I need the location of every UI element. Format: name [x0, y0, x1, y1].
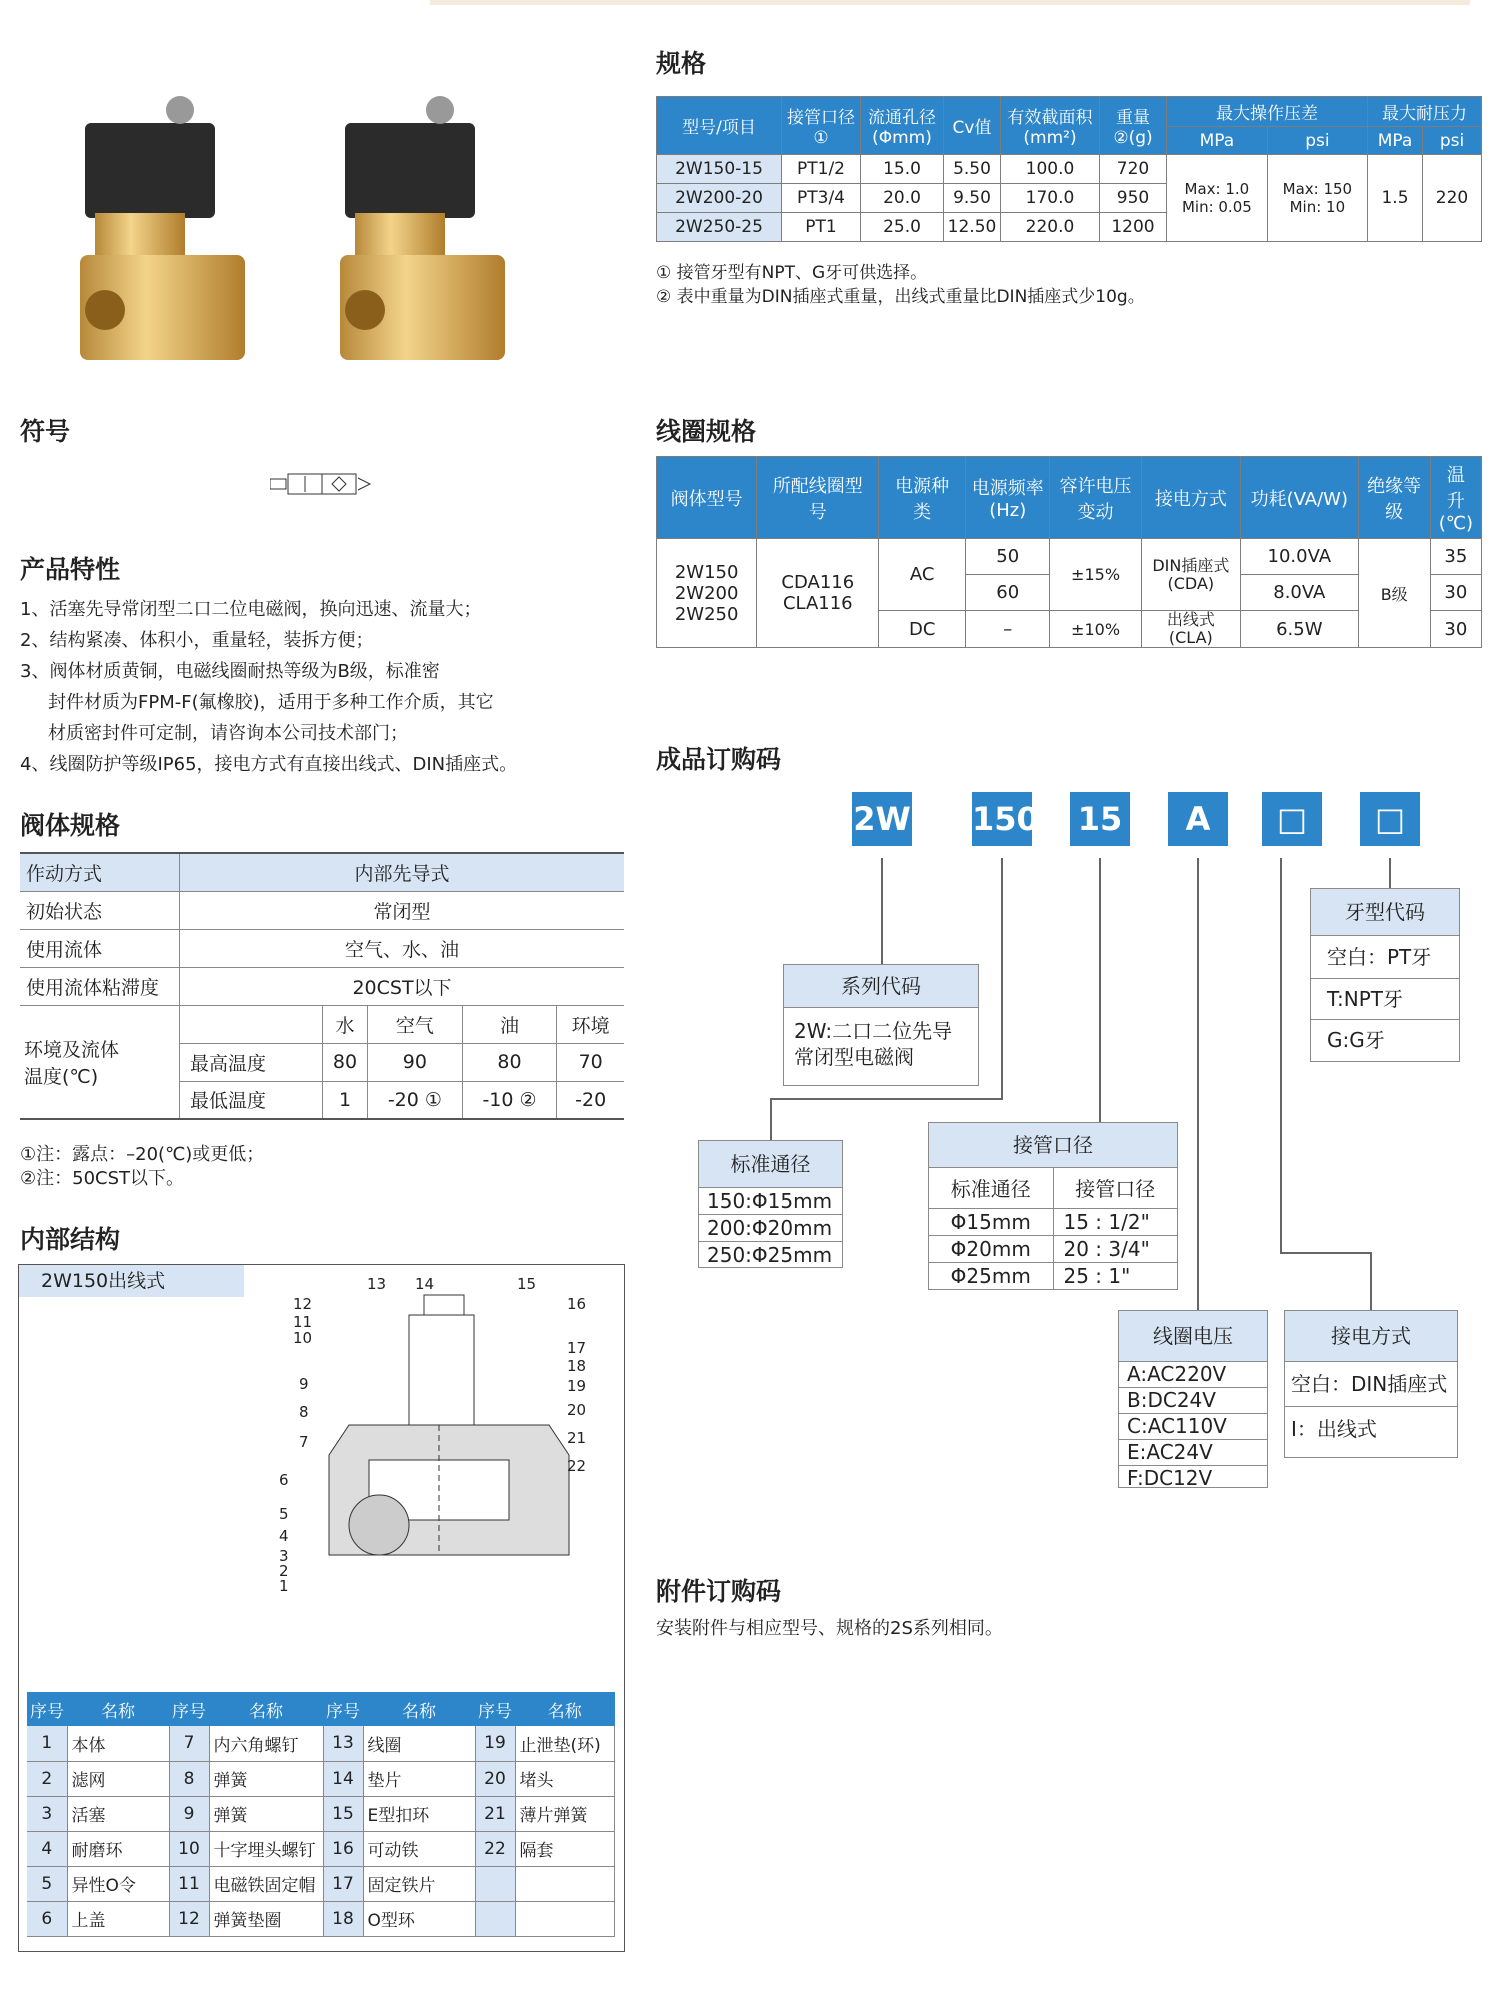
- specs-h-maxp: 最大耐压力: [1368, 97, 1482, 127]
- structure-panel: [18, 1264, 625, 1952]
- part-name: 堵头: [515, 1761, 615, 1796]
- parts-row: [27, 1866, 615, 1901]
- specs-h-cv: Cv值: [944, 97, 1001, 155]
- part-number: 10: [169, 1831, 209, 1866]
- connector: [770, 1098, 1003, 1100]
- code-port: 15: [1070, 792, 1130, 846]
- parts-row: [27, 1796, 615, 1831]
- connector: [770, 1098, 772, 1140]
- features-list: [20, 594, 517, 780]
- feature-item: 3、阀体材质黄铜，电磁线圈耐热等级为B级，标准密: [20, 661, 440, 682]
- structure-title: 内部结构: [20, 1225, 121, 1254]
- specs-h-mpa2: MPa: [1368, 127, 1423, 155]
- specs-table: [656, 96, 1482, 242]
- part-number: 14: [323, 1761, 363, 1796]
- feature-item: 2、结构紧凑、体积小，重量轻，装拆方便；: [20, 630, 374, 651]
- part-number: 13: [323, 1726, 363, 1761]
- part-name: 固定铁片: [363, 1866, 475, 1901]
- part-number: 1: [27, 1726, 67, 1761]
- specs-note-2: ② 表中重量为DIN插座式重量，出线式重量比DIN插座式少10g。: [656, 287, 1145, 307]
- accessory-title: 附件订购码: [656, 1577, 782, 1606]
- specs-title: 规格: [656, 49, 707, 78]
- coil-conn: DIN插座式 (CDA): [1141, 539, 1240, 611]
- connector: [881, 858, 883, 964]
- specs-h-area: 有效截面积(mm²): [1001, 97, 1100, 155]
- part-name: 异性O令: [67, 1866, 169, 1901]
- specs-note-1: ① 接管牙型有NPT、G牙可供选择。: [656, 263, 928, 283]
- specs-h-model: 型号/项目: [657, 97, 782, 155]
- body-note-1: ①注：露点：–20(℃)或更低；: [20, 1144, 265, 1165]
- valve-photo-1: [80, 96, 245, 360]
- voltage-box: 线圈电压 A:AC220V B:DC24V C:AC110V E:AC24V F:DC12V: [1118, 1310, 1268, 1488]
- specs-row: 2W250-25 PT1 25.0 12.50 220.0 1200: [657, 213, 1482, 242]
- code-nominal: 150: [972, 792, 1032, 846]
- env-label: 环境及流体 温度(℃): [20, 1005, 180, 1119]
- coil-conn-wire: 出线式 (CLA): [1141, 611, 1240, 648]
- valve-photo-2: [340, 96, 505, 360]
- part-name: 线圈: [363, 1726, 475, 1761]
- part-name: 活塞: [67, 1796, 169, 1831]
- feature-item: 4、线圈防护等级IP65，接电方式有直接出线式、DIN插座式。: [20, 754, 518, 775]
- connector: [1197, 858, 1199, 1310]
- code-thread: □: [1360, 792, 1420, 846]
- code-conn: □: [1262, 792, 1322, 846]
- thread-box: 牙型代码 空白：PT牙 T:NPT牙 G:G牙: [1310, 888, 1460, 1062]
- part-number: 19: [475, 1726, 515, 1761]
- part-number: 15: [323, 1796, 363, 1831]
- part-number: 16: [323, 1831, 363, 1866]
- part-name: 弹簧垫圈: [209, 1901, 323, 1936]
- specs-proof-psi: 220: [1423, 155, 1482, 242]
- part-number: 4: [27, 1831, 67, 1866]
- parts-row: [27, 1831, 615, 1866]
- part-number: 20: [475, 1761, 515, 1796]
- parts-row: [27, 1726, 615, 1761]
- parts-table: 序号 名称 序号 名称 序号 名称 序号 名称 1 本体 7 内六角螺钉 13 线圈 19 止泄垫(环) 2 滤网 8 弹簧 14 垫片 20 堵头 3 活塞 9 弹簧 15 E型扣环 21 薄片弹簧 4 耐磨环 10 十字埋头螺钉 16 可动铁 22 隔套 5 异性O令 11 电磁铁固定帽 17 固定铁片 6 上盖 12 弹簧垫圈 18 O型环: [27, 1692, 615, 1937]
- part-number: 12: [169, 1901, 209, 1936]
- specs-h-psi1: psi: [1267, 127, 1367, 155]
- specs-h-orifice: 流通孔径(Φmm): [861, 97, 944, 155]
- connector: [1099, 858, 1101, 1122]
- part-name: 薄片弹簧: [515, 1796, 615, 1831]
- specs-op-psi: Max: 150 Min: 10: [1267, 155, 1367, 242]
- part-name: 弹簧: [209, 1761, 323, 1796]
- part-number: [475, 1866, 515, 1901]
- part-name: [515, 1866, 615, 1901]
- coil-title: 线圈规格: [656, 417, 757, 446]
- part-name: 耐磨环: [67, 1831, 169, 1866]
- callout-numbers: 1 2 3 4 5 6 7 8 9 10 11 12 13 14 15 16 17 18 19 20 21 22: [279, 1275, 587, 1595]
- order-title: 成品订购码: [656, 745, 782, 774]
- part-number: 11: [169, 1866, 209, 1901]
- part-name: 电磁铁固定帽: [209, 1866, 323, 1901]
- part-name: 止泄垫(环): [515, 1726, 615, 1761]
- accessory-text: 安装附件与相应型号、规格的2S系列相同。: [656, 1618, 1003, 1639]
- structure-tab: 2W150出线式: [19, 1265, 244, 1297]
- feature-item: 封件材质为FPM-F(氟橡胶)，适用于多种工作介质，其它: [48, 692, 494, 713]
- features-title: 产品特性: [20, 555, 121, 584]
- part-number: 21: [475, 1796, 515, 1831]
- coil-table: 阀体型号 所配线圈型号 电源种类 电源频率(Hz) 容许电压变动 接电方式 功耗(VA/W) 绝缘等级 温升(℃) 2W150 2W200 2W250 CDA116 CLA116 AC 50 ±15% DIN插座式 (CDA) 10.0VA B级 35 60 8.0VA 30 DC – ±10% 出线式 (CLA) 6.5W 30: [656, 456, 1482, 648]
- part-number: 6: [27, 1901, 67, 1936]
- specs-h-mpa1: MPa: [1167, 127, 1268, 155]
- part-number: 5: [27, 1866, 67, 1901]
- body-note-2: ②注：50CST以下。: [20, 1168, 185, 1189]
- code-series: 2W: [852, 792, 912, 846]
- code-voltage: A: [1168, 792, 1228, 846]
- part-number: 18: [323, 1901, 363, 1936]
- connector: [1001, 858, 1003, 1100]
- connector: [1370, 1252, 1372, 1310]
- part-number: 2: [27, 1761, 67, 1796]
- specs-op-mpa: Max: 1.0 Min: 0.05: [1167, 155, 1268, 242]
- port-box: 接管口径 标准通径 接管口径 Φ15mm 15 : 1/2" Φ20mm 20 : 3/4" Φ25mm 25 : 1": [928, 1122, 1178, 1290]
- product-photo: [75, 95, 555, 375]
- coil-coil-models: CDA116 CLA116: [757, 539, 879, 648]
- specs-proof-mpa: 1.5: [1368, 155, 1423, 242]
- specs-row: 2W200-20 PT3/4 20.0 9.50 170.0 950: [657, 184, 1482, 213]
- conn-box: 接电方式 空白：DIN插座式 I：出线式: [1284, 1310, 1458, 1458]
- parts-row: [27, 1761, 615, 1796]
- part-number: 3: [27, 1796, 67, 1831]
- specs-h-weight: 重量②(g): [1100, 97, 1167, 155]
- part-number: 9: [169, 1796, 209, 1831]
- part-name: 隔套: [515, 1831, 615, 1866]
- specs-h-port: 接管口径①: [782, 97, 861, 155]
- part-name: 内六角螺钉: [209, 1726, 323, 1761]
- series-box: 系列代码 2W:二口二位先导 常闭型电磁阀: [783, 964, 979, 1086]
- connector: [1280, 1252, 1372, 1254]
- part-number: [475, 1901, 515, 1936]
- part-name: 可动铁: [363, 1831, 475, 1866]
- part-name: 垫片: [363, 1761, 475, 1796]
- part-number: 8: [169, 1761, 209, 1796]
- part-number: 17: [323, 1866, 363, 1901]
- body-title: 阀体规格: [20, 811, 121, 840]
- specs-h-maxop: 最大操作压差: [1167, 97, 1368, 127]
- part-name: 本体: [67, 1726, 169, 1761]
- specs-h-psi2: psi: [1423, 127, 1482, 155]
- part-number: 7: [169, 1726, 209, 1761]
- body-table: 作动方式 内部先导式 初始状态 常闭型 使用流体 空气、水、油 使用流体粘滞度 20CST以下 环境及流体 温度(℃) 水 空气 油 环境 最高温度 80 90 80 70 最低温度 1 -20 ① -10 ② -20: [20, 852, 624, 1120]
- parts-row: [27, 1901, 615, 1936]
- part-name: 滤网: [67, 1761, 169, 1796]
- part-name: 弹簧: [209, 1796, 323, 1831]
- specs-row: 2W150-15 PT1/2 15.0 5.50 100.0 720 Max: 1.0 Min: 0.05 Max: 150 Min: 10 1.5 220: [657, 155, 1482, 184]
- nominal-box: 标准通径 150:Φ15mm 200:Φ20mm 250:Φ25mm: [698, 1140, 843, 1268]
- connector: [1280, 858, 1282, 1254]
- feature-item: 材质密封件可定制，请咨询本公司技术部门；: [48, 723, 408, 744]
- part-name: 上盖: [67, 1901, 169, 1936]
- coil-models: 2W150 2W200 2W250: [657, 539, 757, 648]
- top-decor-line: [430, 0, 1470, 5]
- part-name: 十字埋头螺钉: [209, 1831, 323, 1866]
- part-number: 22: [475, 1831, 515, 1866]
- part-name: O型环: [363, 1901, 475, 1936]
- symbol-title: 符号: [20, 417, 71, 446]
- feature-item: 1、活塞先导常闭型二口二位电磁阀，换向迅速、流量大；: [20, 599, 482, 620]
- part-name: [515, 1901, 615, 1936]
- part-name: E型扣环: [363, 1796, 475, 1831]
- valve-symbol-icon: [270, 472, 375, 496]
- connector: [1389, 858, 1391, 888]
